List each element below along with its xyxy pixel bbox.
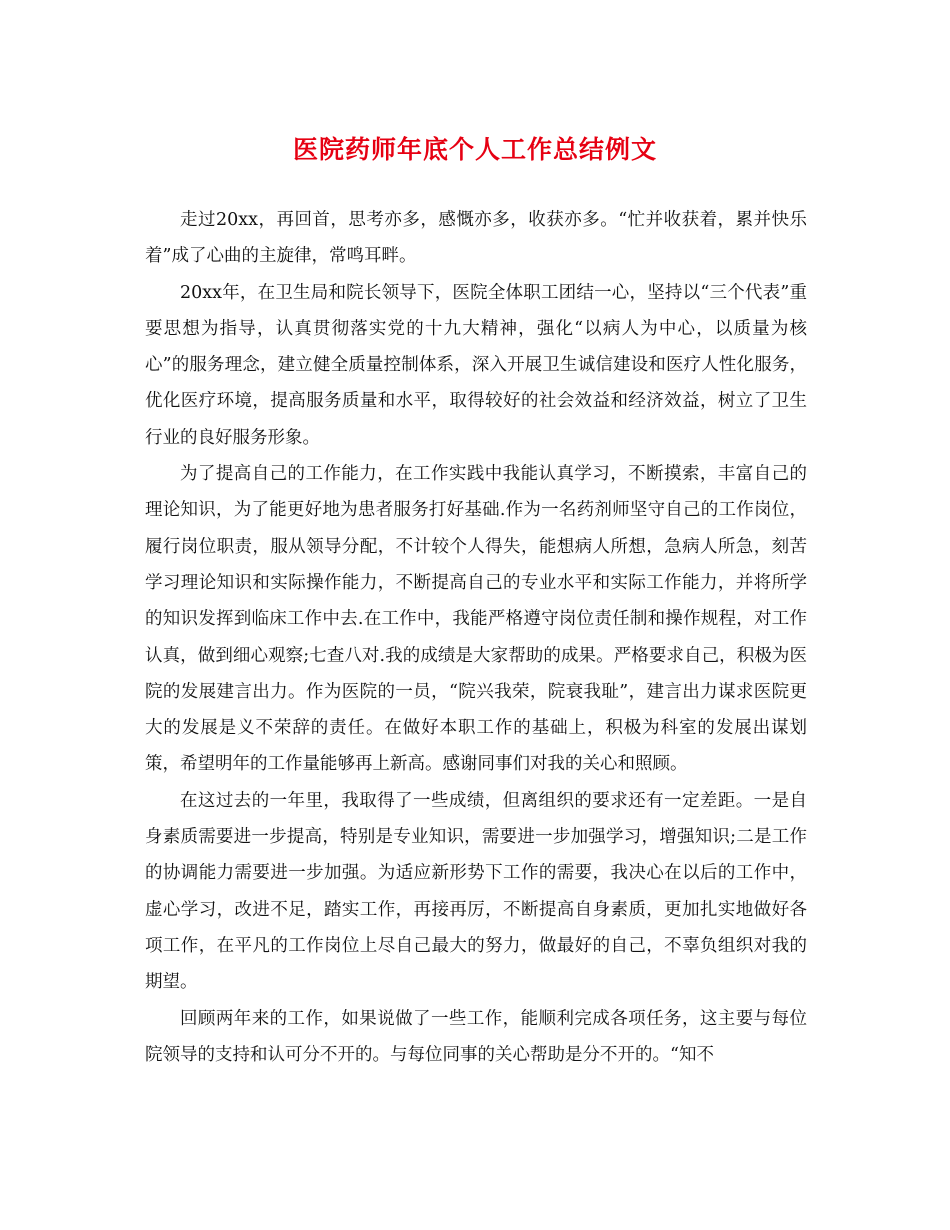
document-title: 医院药师年底个人工作总结例文 <box>292 135 657 164</box>
document-body <box>145 202 807 1073</box>
paragraph-3: 为了提高自己的工作能力，在工作实践中我能认真学习，不断摸索，丰富自己的理论知识，为了能更好地为患者服务打好基础.作为一名药剂师坚守自己的工作岗位，履行岗位职责，服从领导分配，不计较个人得失，能想病人所想，急病人所急，刻苦学习理论知识和实际操作能力，不断提高自己的专业水平和实际工作能力，并将所学的知识发挥到临床工作中去.在工作中，我能严格遵守岗位责任制和操作规程，对工作认真，做到细心观察;七查八对.我的成绩是大家帮助的成果。严格要求自己，积极为医院的发展建言出力。作为医院的一员，“院兴我荣，院衰我耻”，建言出力谋求医院更大的发展是义不荣辞的责任。在做好本职工作的基础上，积极为科室的发展出谋划策，希望明年的工作量能够再上新高。感谢同事们对我的关心和照顾。 <box>145 464 807 775</box>
paragraph-5: 回顾两年来的工作，如果说做了一些工作，能顺利完成各项任务，这主要与每位院领导的支持和认可分不开的。与每位同事的关心帮助是分不开的。“知不 <box>145 1008 807 1065</box>
paragraph-4: 在这过去的一年里，我取得了一些成绩，但离组织的要求还有一定差距。一是自身素质需要进一步提高，特别是专业知识，需要进一步加强学习，增强知识;二是工作的协调能力需要进一步加强。为适应新形势下工作的需要，我决心在以后的工作中，虚心学习，改进不足，踏实工作，再接再厉，不断提高自身素质，更加扎实地做好各项工作，在平凡的工作岗位上尽自己最大的努力，做最好的自己，不辜负组织对我的期望。 <box>145 790 807 993</box>
paragraph-2: 20xx年，在卫生局和院长领导下，医院全体职工团结一心，坚持以“三个代表”重要思想为指导，认真贯彻落实党的十九大精神，强化“以病人为中心，以质量为核心”的服务理念，建立健全质量控制体系，深入开展卫生诚信建设和医疗人性化服务，优化医疗环境，提高服务质量和水平，取得较好的社会效益和经济效益，树立了卫生行业的良好服务形象。 <box>145 282 807 448</box>
paragraph-1: 走过20xx，再回首，思考亦多，感慨亦多，收获亦多。“忙并收获着，累并快乐着”成了心曲的主旋律，常鸣耳畔。 <box>145 210 807 267</box>
